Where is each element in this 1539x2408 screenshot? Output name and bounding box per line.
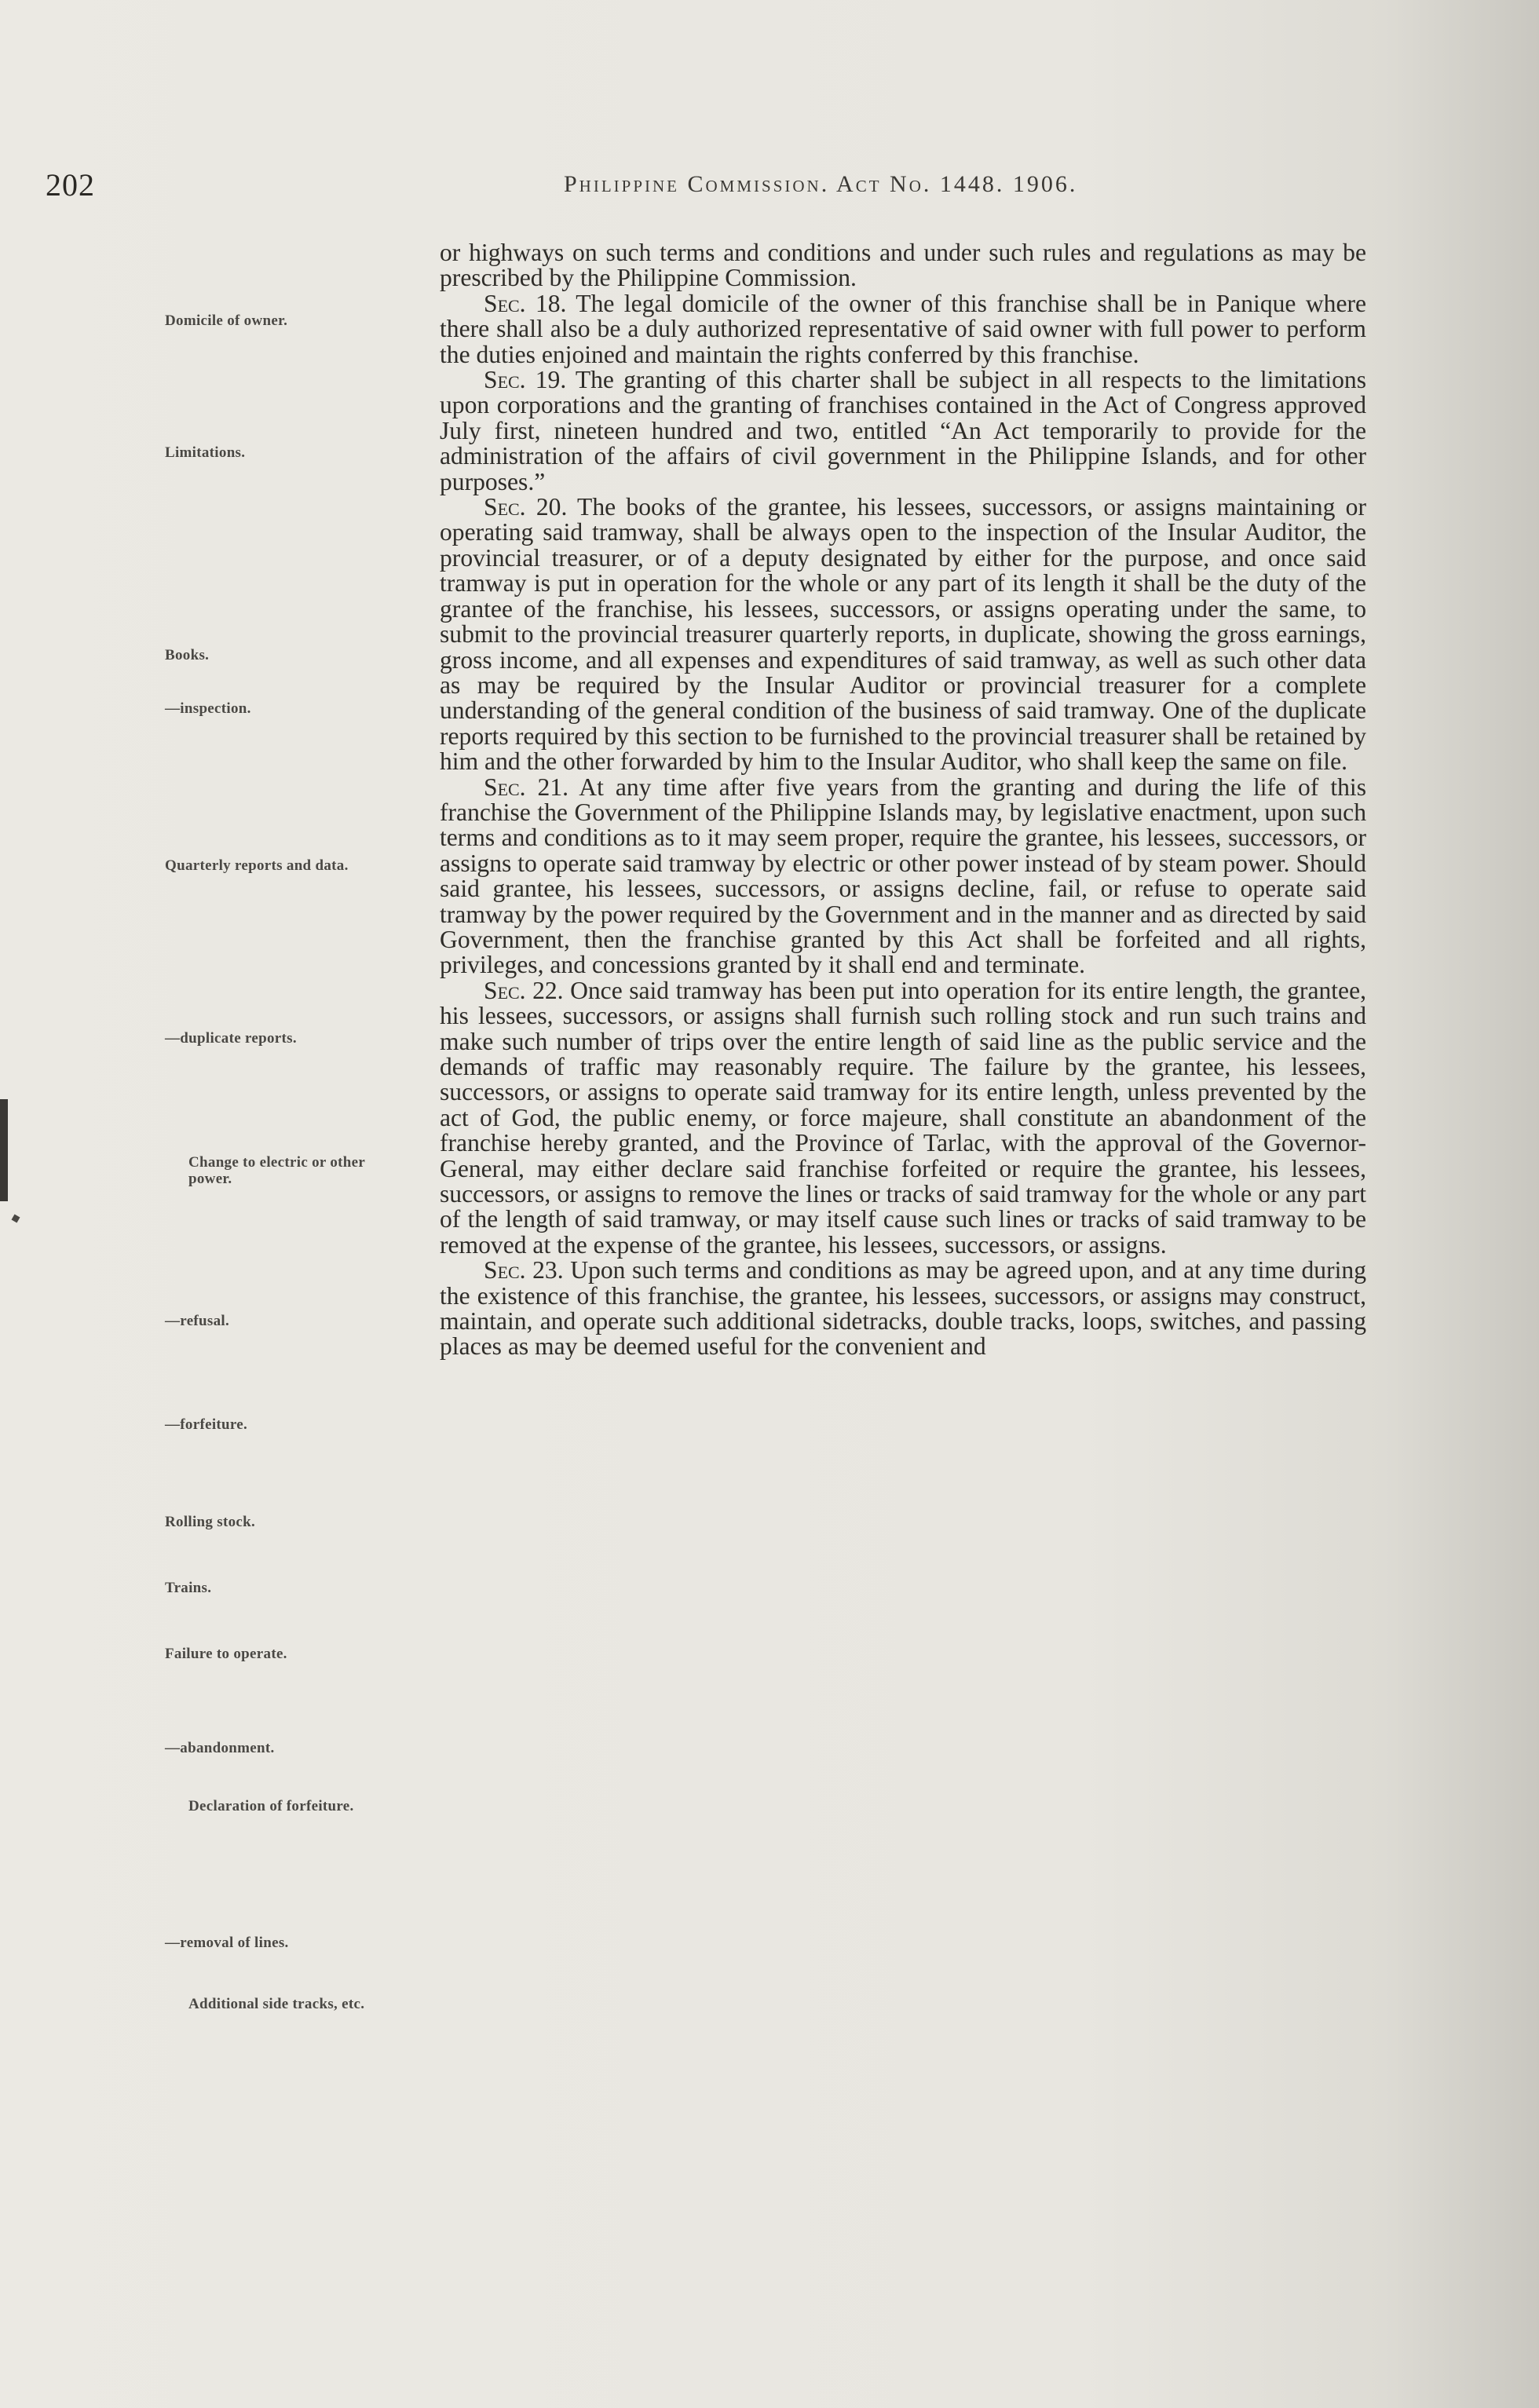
margin-note-inspection: —inspection. <box>165 700 251 717</box>
page-number: 202 <box>46 167 95 203</box>
margin-note-duplicate-reports: —duplicate reports. <box>165 1030 297 1047</box>
stray-mark <box>12 1215 20 1223</box>
body-text <box>440 240 1366 1360</box>
margin-note-failure-to-operate: Failure to operate. <box>165 1646 287 1662</box>
binding-mark <box>0 1099 8 1201</box>
section-19-text: The granting of this charter shall be subject in all respects to the limitations upon corporations and the granting of franchises contained in the Act of Congress approved July first, nineteen hundred and two, entitled “An Act temporarily to provide for the administration of the affairs of civil government in the Philippine Islands, and for other purposes.” <box>440 366 1366 495</box>
margin-note-domicile: Domicile of owner. <box>165 312 288 329</box>
section-20-text: The books of the grantee, his lessees, successors, or assigns maintaining or operating said tramway, shall be always open to the inspection of the Insular Auditor, the provincial treasurer, or of a deputy designated by either for the purpose, and once said tramway is put in operation for the whole or any part of its length it shall be the duty of the grantee of the franchise, his lessees, successors, or assigns operating under the same, to submit to the provincial treasurer quarterly reports, in duplicate, showing the gross earnings, gross income, and all expenses and expenditures of said tramway, as well as such other data as may be required by the Insular Auditor or provincial treasurer for a complete understanding of the general condition of the business of said tramway. One of the duplicate reports required by this section to be furnished to the provincial treasurer shall be retained by him and the other forwarded by him to the Insular Auditor, who shall keep the same on file. <box>440 493 1366 776</box>
running-head: Philippine Commission. Act No. 1448. 1906. <box>564 171 1078 197</box>
margin-note-forfeiture: —forfeiture. <box>165 1416 248 1433</box>
section-21-text: At any time after five years from the granting and during the life of this franchise the Government of the Philippine Islands may, by legislative enactment, upon such terms and conditions as to it may seem proper, require the grantee, his lessees, successors, or assigns to operate said tramway by electric or other power instead of by steam power. Should said grantee, his lessees, successors, or assigns decline, fail, or refuse to operate said tramway by the power required by the Government and in the manner and as directed by said Government, then the franchise granted by this Act shall be forfeited and all rights, privileges, and concessions granted by it shall end and terminate. <box>440 773 1366 979</box>
section-18-label: Sec. 18. <box>484 289 567 317</box>
margin-note-abandonment: —abandonment. <box>165 1740 275 1756</box>
margin-note-books: Books. <box>165 647 210 663</box>
margin-note-additional-side-tracks: Additional side tracks, etc. <box>188 1996 365 2012</box>
section-22-text: Once said tramway has been put into operation for its entire length, the grantee, his lessees, successors, or assigns shall furnish such rolling stock and run such trains and make such number of trips over the entire length of said line as the public service and the demands of traffic may reasonably require. The failure by the grantee, his lessees, successors, or assigns to operate said tramway for its entire length, unless prevented by the act of God, the public enemy, or force majeure, shall constitute an abandonment of the franchise hereby granted, and the Province of Tarlac, with the approval of the Governor-General, may either declare said franchise forfeited or require the grantee, his lessees, successors, or assigns to remove the lines or tracks of said tramway for the whole or any part of the length of said tramway, or may itself cause such lines or tracks of said tramway to be removed at the expense of the grantee, his lessees, successors, or assigns. <box>440 976 1366 1259</box>
section-23-text: Upon such terms and conditions as may be agreed upon, and at any time during the existence of this franchise, the grantee, his lessees, successors, or assigns may construct, maintain, and operate such additional sidetracks, double tracks, loops, switches, and passing places as may be deemed useful for the convenient and <box>440 1256 1366 1361</box>
margin-note-rolling-stock: Rolling stock. <box>165 1514 256 1530</box>
margin-note-declaration-forfeiture: Declaration of forfeiture. <box>188 1798 354 1814</box>
section-20 <box>440 495 1366 774</box>
section-18-text: The legal domicile of the owner of this franchise shall be in Panique where there shall also be a duly authorized representative of said owner with full power to perform the duties enjoined and maintain the rights conferred by this franchise. <box>440 289 1367 368</box>
section-21 <box>440 775 1366 978</box>
paragraph-continuation: or highways on such terms and conditions and under such rules and regulations as may be prescribed by the Philippine Commission. <box>440 239 1366 292</box>
section-19 <box>440 367 1366 495</box>
margin-note-quarterly-reports: Quarterly reports and data. <box>165 857 349 874</box>
section-19-label: Sec. 19. <box>484 366 567 394</box>
margin-note-change-power: Change to electric or other power. <box>188 1154 365 1187</box>
margin-note-trains: Trains. <box>165 1580 212 1596</box>
section-23 <box>440 1258 1366 1360</box>
section-18 <box>440 291 1366 367</box>
section-20-label: Sec. 20. <box>484 493 568 521</box>
margin-note-limitations: Limitations. <box>165 444 246 461</box>
section-22 <box>440 978 1366 1258</box>
margin-note-removal-of-lines: —removal of lines. <box>165 1935 289 1951</box>
margin-note-refusal: —refusal. <box>165 1313 230 1329</box>
section-23-label: Sec. 23. <box>484 1256 564 1284</box>
section-21-label: Sec. 21. <box>484 773 569 801</box>
section-22-label: Sec. 22. <box>484 976 564 1004</box>
